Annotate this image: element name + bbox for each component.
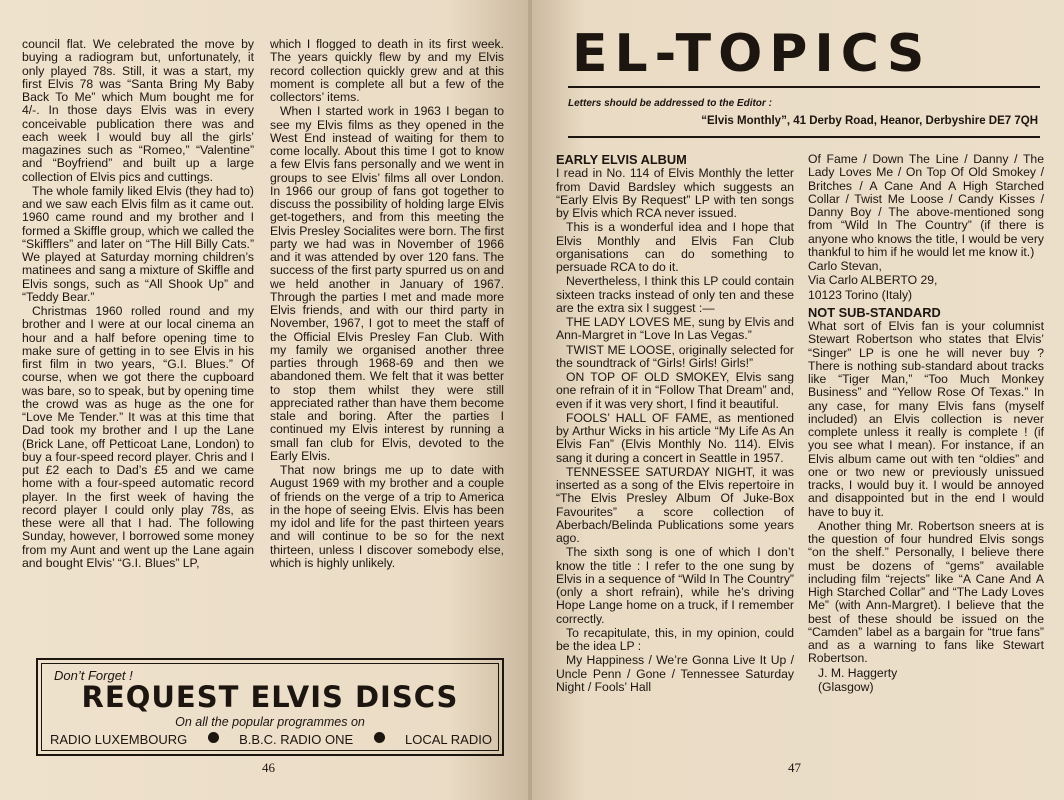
right-column-2 [808, 153, 1044, 695]
right-page [532, 0, 1064, 800]
paragraph: Another thing Mr. Robertson sneers at is the question of four hundred Elvis songs “on the shelf.” Personally, I believe there must be dozens of “gems” available including film “rejects” like “A Cane And A High Starched Collar” and “The Lady Loves Me” (with Ann-Margret). I believe that the best of these should be issued on the “Camden” label as a bargain for “true fans” and as a warning to fans like Stewart Robertson. [808, 518, 1044, 666]
paragraph: My Happiness / We’re Gonna Live It Up / Uncle Penn / Gone / Tennessee Saturday Night / Fools’ Hall [556, 653, 794, 694]
paragraph: To recapitulate, this, in my opinion, could be the idea LP : [556, 625, 794, 653]
paragraph: ON TOP OF OLD SMOKEY, Elvis sang one refrain of it in “Follow That Dream” and, even if it was very short, I find it beautiful. [556, 370, 794, 411]
paragraph: council flat. We celebrated the move by buying a radiogram but, unfortunately, it only played 78s. Still, it was a start, my first Elvis 78 was “Santa Bring My Baby Back To Me” which Mum bought me for 4/-. In those days Elvis was in every conceivable publication there was and each week I would buy all the girls’ magazines such as “Romeo,” “Valentine” and “Boyfriend” and built up a large collection of Elvis pics and cuttings. [22, 37, 254, 184]
paragraph: Of Fame / Down The Line / Danny / The Lady Loves Me / On Top Of Old Smokey / Britches / A Cane And A High Starched Collar / Twist Me Loose / Candy Kisses / Danny Boy / The above-mentioned song from “Wild In The Country” (if there is anyone who knows the title, I would be very thankful to him if he would let me know it.) [808, 152, 1044, 259]
letter-heading-early-elvis-album: EARLY ELVIS ALBUM [556, 152, 687, 167]
paragraph: TWIST ME LOOSE, originally selected for the soundtrack of “Girls! Girls! Girls!” [556, 342, 794, 370]
left-page [0, 0, 528, 800]
request-elvis-discs-advert [36, 658, 504, 756]
right-column-1 [556, 153, 794, 695]
letter-heading-not-sub-standard: NOT SUB-STANDARD [808, 304, 941, 320]
paragraph: Christmas 1960 rolled round and my brother and I were at our local cinema an hour and a half before opening time to make sure of getting in to see Elvis in his first film in two years, “G.I. Blues.” Of course, when we got there the cupboard was bare, so to speak, but by opening time the crowd was as huge as the one for “Love Me Tender.” It was at this time that Dad took my brother and I up the Lane (Brick Lane, off Petticoat Lane, London) to buy a four-speed record player. Chris and I put £2 each to Dad’s £5 and we came home with a four-speed automatic record player. In the first week of having the record player I could only play 78s, as these were all that I had. The following Sunday, however, I borrowed some money from my Aunt and went up the Lane again and bought Elvis’ “G.I. Blues” LP, [22, 304, 254, 570]
paragraph: which I flogged to death in its first week. The years quickly flew by and my Elvis record collection quickly grew and at this moment is complete all but a few of the collectors’ items. [270, 37, 504, 104]
paragraph: THE LADY LOVES ME, sung by Elvis and Ann-Margret in “Love In Las Vegas.” [556, 315, 794, 343]
signature-line: (Glasgow) [818, 679, 874, 694]
left-column-1 [22, 38, 254, 571]
editor-address: “Elvis Monthly”, 41 Derby Road, Heanor, Derbyshire DE7 7QH [701, 115, 1038, 127]
paragraph: The sixth song is one of which I don’t know the title : I refer to the one sung by Elvis in a sequence of “Wild In The Country” (only a short refrain), while he’s driving Hope Lange home on a truck, if I remember correctly. [556, 545, 794, 626]
station-bbc-radio-one: B.B.C. RADIO ONE [239, 732, 354, 747]
page-number-47: 47 [788, 760, 801, 775]
advert-headline: REQUEST ELVIS DISCS [81, 680, 459, 714]
paragraph: This is a wonderful idea and I hope that Elvis Monthly and Elvis Fan Club organisations can do something to persuade RCA to do it. [556, 220, 794, 274]
signature-line: 10123 Torino (Italy) [808, 287, 913, 302]
paragraph: The whole family liked Elvis (they had to) and we saw each Elvis film as it came out. 1960 came round and my brother and I formed a Skiffle group, which we called the “Skifflers” and later on “The Hill Billy Cats.” We played at Saturday morning children’s matinees and sang a mixture of Skiffle and Elvis songs, such as “All Shook Up” and “Teddy Bear.” [22, 183, 254, 304]
paragraph: TENNESSEE SATURDAY NIGHT, it was inserted as a song of the Elvis repertoire in “The Elvis Presley Album Of Juke-Box Favourites” a score collection of Aberbach/Belinda Publications some years ago. [556, 464, 794, 545]
header-divider [568, 136, 1040, 138]
paragraph: When I started work in 1963 I began to see my Elvis films as they opened in the West End instead of waiting for them to come locally. About this time I got to know a few Elvis fans personally and we went in groups to see Elvis’ films all over London. In 1966 our group of fans got together to discuss the possibility of holding large Elvis get-togethers, and from this meeting the Elvis Presley Socialites were born. The first party we had was in November of 1966 and it was attended by over 120 fans. The success of the first party spurred us on and we held another in January of 1967. Through the parties I met and made more Elvis friends, and with our third party in November, 1967, I got to meet the staff of the Official Elvis Presley Fan Club. With my family we organised another three parties through 1968-69 and then we abandoned them. We felt that it was better to stop them whilst they were still appreciated rather than have them become stale and boring. After the parties I continued my Elvis interest by running a small fan club for Elvis, devoted to the Early Elvis. [270, 104, 504, 463]
advert-dont-forget: Don’t Forget ! [54, 668, 133, 683]
title-divider [568, 86, 1040, 88]
station-radio-luxembourg: RADIO LUXEMBOURG [50, 732, 188, 747]
section-title: EL-TOPICS [572, 24, 932, 84]
page-number-46: 46 [262, 760, 275, 775]
paragraph: Nevertheless, I think this LP could contain sixteen tracks instead of only ten and these are the extra six I suggest :— [556, 274, 794, 315]
paragraph: I read in No. 114 of Elvis Monthly the letter from David Bardsley which suggests an “Early Elvis By Request” LP with ten songs by Elvis which RCA never issued. [556, 166, 794, 220]
signature-line: Carlo Stevan, [808, 259, 882, 273]
bullet-dot-icon [208, 732, 219, 743]
bullet-dot-icon [374, 732, 385, 743]
signature-line: Via Carlo ALBERTO 29, [808, 273, 938, 288]
letters-note: Letters should be addressed to the Editor : [568, 98, 772, 109]
station-local-radio: LOCAL RADIO [405, 732, 492, 747]
paragraph: FOOLS’ HALL OF FAME, as mentioned by Arthur Wicks in his article “My Life As An Elvis Fan” (Elvis Monthly No. 114). Elvis sang it during a concert in Seattle in 1957. [556, 410, 794, 465]
signature-line: J. M. Haggerty [818, 665, 898, 680]
advert-stations [50, 732, 492, 747]
advert-subline: On all the popular programmes on [175, 715, 365, 729]
paragraph: That now brings me up to date with August 1969 with my brother and a couple of friends on the verge of a trip to America in the hope of seeing Elvis. Elvis has been my idol and life for the past thirteen years and will continue to be so for the next thirteen, unless I discover somebody else, which is highly unlikely. [270, 463, 504, 570]
paragraph: What sort of Elvis fan is your columnist Stewart Robertson who states that Elvis’ “Singer” LP is one he will never buy ? There is nothing sub-standard about tracks like “Tiger Man,” “Too Much Monkey Business” and “Yellow Rose Of Texas.” In any case, for many Elvis fans (myself included) an Elvis collection is never complete unless it really is complete ! (if you see what I mean). For instance, if an Elvis album came out with ten “oldies” and one or two new or previously unissued tracks, I would buy it. I would be annoyed and disappointed but in the end I would have to buy it. [808, 319, 1044, 519]
left-column-2 [270, 38, 504, 571]
